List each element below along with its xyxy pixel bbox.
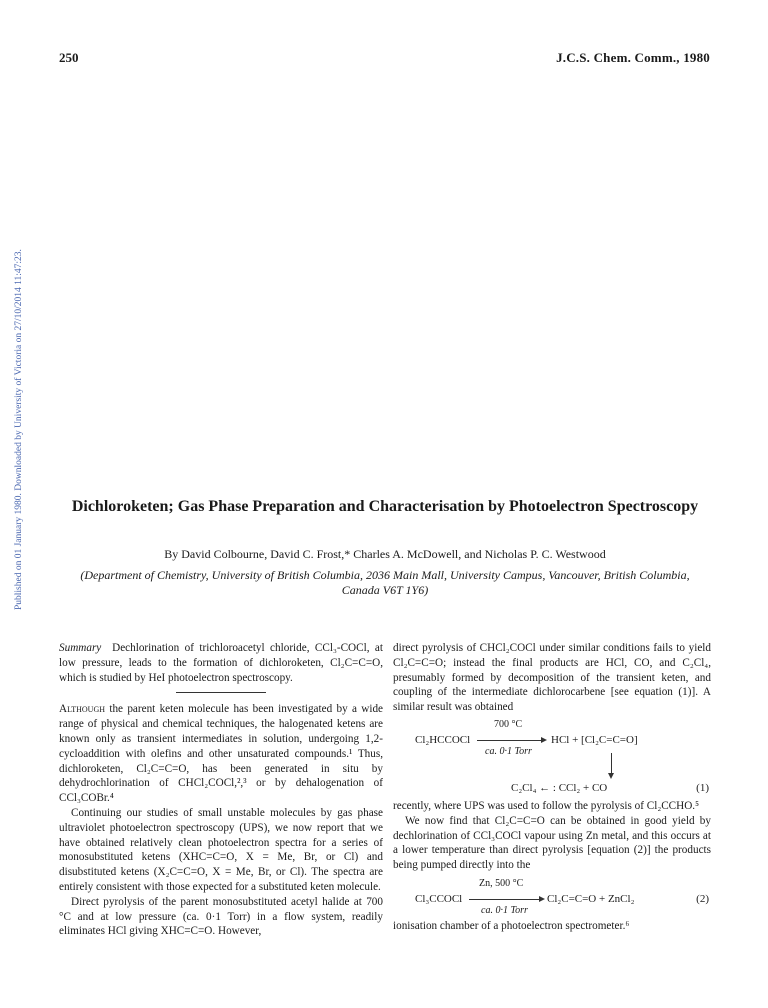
eq1-number: (1) bbox=[696, 781, 709, 794]
paragraph bbox=[59, 702, 383, 806]
summary bbox=[59, 641, 383, 685]
paragraph: direct pyrolysis of CHCl₂COCl under similar conditions fails to yield Cl₂C=C=O; instead the final products are HCl, CO, and C₂Cl₄, presumably formed by decomposition of the transient keten, and coupling of the intermediate dichlorocarbene [see equation (1)]. A similar result was obtained bbox=[393, 642, 711, 714]
eq1-arrow bbox=[477, 740, 543, 741]
equation-2 bbox=[393, 873, 711, 919]
paragraph: recently, where UPS was used to follow the pyrolysis of Cl₂CCHO.⁵ bbox=[393, 799, 699, 812]
publication-note[interactable]: Published on 01 January 1980. Downloaded by University of Victoria on 27/10/2014 11:47:23. bbox=[14, 249, 24, 610]
affiliation: (Department of Chemistry, University of British Columbia, 2036 Main Mall, University Campus, Vancouver, British Columbia, Canada V6T 1Y6) bbox=[80, 568, 690, 597]
left-column bbox=[59, 641, 383, 939]
eq1-reactant: Cl₂HCCOCl bbox=[415, 733, 471, 746]
authors: By David Colbourne, David C. Frost,* Charles A. McDowell, and Nicholas P. C. Westwood bbox=[164, 547, 606, 561]
eq2-reactant: Cl₃CCOCl bbox=[415, 892, 463, 905]
journal-header: J.C.S. Chem. Comm., 1980 bbox=[556, 50, 710, 65]
eq2-products: Cl₂C=C=O + ZnCl₂ bbox=[547, 892, 635, 905]
eq1-products: HCl + [Cl₂C=C=O] bbox=[551, 733, 638, 746]
equation-1 bbox=[393, 715, 711, 799]
eq1-condition-temp: 700 °C bbox=[494, 718, 523, 730]
eq2-condition-reagent: Zn, 500 °C bbox=[479, 877, 524, 889]
page-number: 250 bbox=[59, 50, 79, 65]
eq1-condition-pressure: ca. 0·1 Torr bbox=[485, 745, 532, 757]
eq1-second-line: C₂Cl₄ ← : CCl₂ + CO bbox=[511, 781, 608, 794]
eq2-arrowhead bbox=[539, 896, 545, 902]
summary-text: Dechlorination of trichloroacetyl chloride, CCl₃-COCl, at low pressure, leads to the formation of dichloroketen, Cl₂C=C=O, which is studied by HeI photoelectron spectroscopy. bbox=[59, 642, 383, 684]
right-column bbox=[393, 641, 711, 934]
eq1-down-arrowhead bbox=[608, 773, 614, 779]
eq2-number: (2) bbox=[696, 892, 709, 905]
paragraph: We now find that Cl₂C=C=O can be obtained in good yield by dechlorination of CCl₃COCl vapour using Zn metal, and this occurs at a lower temperature than direct pyrolysis [equation (2)] the products being pumped directly into the bbox=[393, 814, 711, 872]
eq1-arrowhead bbox=[541, 737, 547, 743]
publication-sidebar bbox=[2, 170, 24, 610]
divider bbox=[176, 692, 266, 693]
lead-word: Although bbox=[59, 703, 106, 716]
paragraph: Continuing our studies of small unstable molecules by gas phase ultraviolet photoelectron spectroscopy (UPS), we now report that we have obtained relatively clean photoelectron spectra for a series of monosubstituted ketens (XHC=C=O, X = Me, Br, or Cl) and disubstituted ketens (X₂C=C=O, X = Me, Br, or Cl). The spectra are entirely consistent with those expected for a substituted keten molecule. bbox=[59, 806, 383, 893]
eq1-down-arrow bbox=[611, 753, 612, 775]
paragraph-text: the parent keten molecule has been investigated by a wide range of physical and chemical techniques, the halogenated ketens are known only as transient intermediates in solution, undergoing 1,2-cycloaddition with olefins and other unsaturated compounds.¹ Thus, dichloroketen, Cl₂C=C=O, has been generated in situ by dehydrochlorination of CHCl₂COCl,²,³ or by dehalogenation of CCl₃COBr.⁴ bbox=[59, 703, 384, 805]
paragraph: Direct pyrolysis of the parent monosubstituted acetyl halide at 700 °C and at low pressure (ca. 0·1 Torr) in a flow system, readily eliminates HCl giving XHC=C=O. However, bbox=[59, 895, 383, 938]
summary-label: Summary bbox=[59, 642, 102, 654]
paragraph: ionisation chamber of a photoelectron spectrometer.⁶ bbox=[393, 919, 630, 932]
article-title: Dichloroketen; Gas Phase Preparation and Characterisation by Photoelectron Spectroscopy bbox=[71, 498, 699, 515]
eq2-arrow bbox=[469, 899, 541, 900]
eq2-condition-pressure: ca. 0·1 Torr bbox=[481, 904, 528, 916]
